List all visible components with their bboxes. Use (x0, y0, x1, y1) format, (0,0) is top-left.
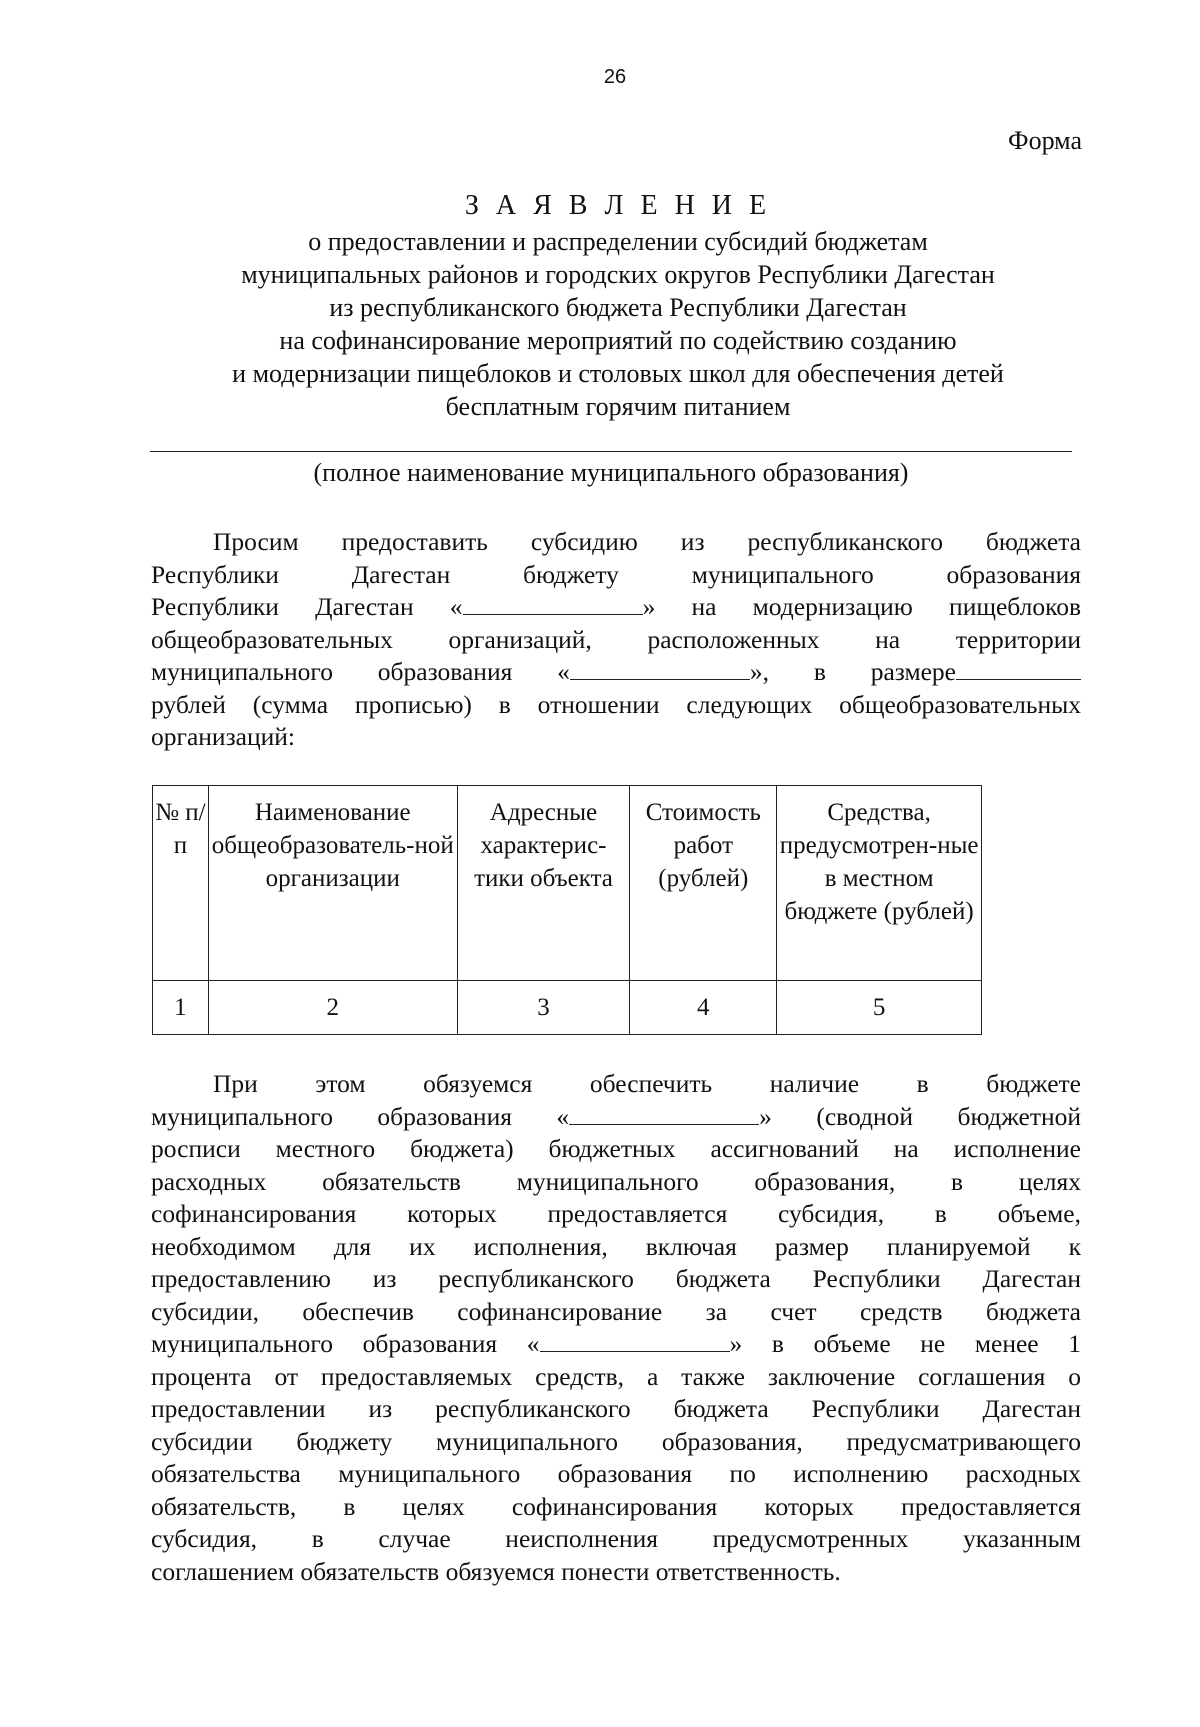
paragraph-line: субсидия, в случае неисполнения предусмотренных указанным (151, 1524, 1081, 1553)
paragraph-line: росписи местного бюджета) бюджетных ассигнований на исполнение (151, 1134, 1081, 1163)
document-subtitle (150, 225, 1086, 423)
table-row (153, 981, 982, 1035)
paragraph-line (151, 1328, 1081, 1361)
paragraph-line: общеобразовательных организаций, расположенных на территории (151, 624, 1081, 654)
institutions-table (152, 785, 982, 1035)
text-fragment: », в размере (749, 657, 956, 686)
column-header-organization: Наименование общеобразователь-ной организации (208, 786, 457, 981)
municipality-name-caption: (полное наименование муниципального образования) (313, 458, 909, 487)
paragraph-line: организаций: (151, 722, 295, 751)
form-label: Форма (1008, 126, 1082, 155)
request-paragraph (151, 526, 1081, 754)
paragraph-line: предоставлению из республиканского бюджета Республики Дагестан (151, 1264, 1081, 1293)
column-header-number: № п/п (153, 786, 209, 981)
subtitle-line: бесплатным горячим питанием (445, 392, 791, 421)
table-cell: 5 (777, 981, 982, 1035)
text-fragment: » в объеме не менее 1 (729, 1329, 1082, 1358)
table-cell: 3 (457, 981, 630, 1035)
table-cell: 4 (630, 981, 777, 1035)
blank-field (956, 657, 1081, 680)
subtitle-line: о предоставлении и распределении субсидий бюджетам (308, 227, 928, 256)
text-fragment: муниципального образования « (151, 1101, 570, 1131)
text-fragment: муниципального образования « (151, 1329, 540, 1358)
text-fragment: » на модернизацию пищеблоков (642, 592, 1081, 621)
blank-field (540, 1329, 730, 1352)
blank-field (463, 592, 643, 615)
column-header-cost: Стоимость работ (рублей) (630, 786, 777, 981)
paragraph-line: рублей (сумма прописью) в отношении следующих общеобразовательных (151, 689, 1081, 719)
blank-field (570, 657, 750, 680)
column-header-address: Адресные характерис-тики объекта (457, 786, 630, 981)
paragraph-line: процента от предоставляемых средств, а также заключение соглашения о (151, 1361, 1081, 1391)
paragraph-line: Республики Дагестан бюджету муниципального образования (151, 559, 1081, 589)
obligation-paragraph (151, 1068, 1081, 1588)
table-cell: 1 (153, 981, 209, 1035)
subtitle-line: из республиканского бюджета Республики Дагестан (329, 293, 907, 322)
paragraph-line: необходимом для их исполнения, включая размер планируемой к (151, 1231, 1081, 1261)
table-cell: 2 (208, 981, 457, 1035)
text-fragment: Республики Дагестан « (151, 592, 463, 621)
paragraph-line: софинансирования которых предоставляется субсидия, в объеме, (151, 1199, 1081, 1228)
paragraph-line: Просим предоставить субсидию из республиканского бюджета (213, 527, 1081, 556)
subtitle-line: муниципальных районов и городских округов Республики Дагестан (241, 260, 995, 289)
page-number: 26 (603, 66, 627, 88)
municipality-name-line (150, 451, 1072, 452)
paragraph-line: предоставлении из республиканского бюджета Республики Дагестан (151, 1394, 1081, 1423)
paragraph-line: При этом обязуемся обеспечить наличие в бюджете (213, 1069, 1081, 1098)
paragraph-line (151, 1101, 1081, 1134)
paragraph-line: расходных обязательств муниципального образования, в целях (151, 1166, 1081, 1196)
paragraph-line: субсидии бюджету муниципального образования, предусматривающего (151, 1426, 1081, 1456)
paragraph-line (151, 656, 1081, 689)
paragraph-line (151, 591, 1081, 624)
table-header-row (153, 786, 982, 981)
paragraph-line: субсидии, обеспечив софинансирование за счет средств бюджета (151, 1296, 1081, 1326)
text-fragment: » (сводной бюджетной (759, 1101, 1082, 1131)
paragraph-line: обязательства муниципального образования по исполнению расходных (151, 1459, 1081, 1488)
subtitle-line: и модернизации пищеблоков и столовых школ для обеспечения детей (232, 359, 1004, 388)
blank-field (569, 1102, 759, 1125)
document-title: З А Я В Л Е Н И Е (464, 190, 772, 221)
paragraph-line: обязательств, в целях софинансирования которых предоставляется (151, 1491, 1081, 1521)
column-header-local-funds: Средства, предусмотрен-ные в местном бюджете (рублей) (777, 786, 982, 981)
text-fragment: муниципального образования « (151, 657, 570, 686)
subtitle-line: на софинансирование мероприятий по содействию созданию (279, 326, 957, 355)
paragraph-line: соглашением обязательств обязуемся понести ответственность. (151, 1556, 841, 1586)
